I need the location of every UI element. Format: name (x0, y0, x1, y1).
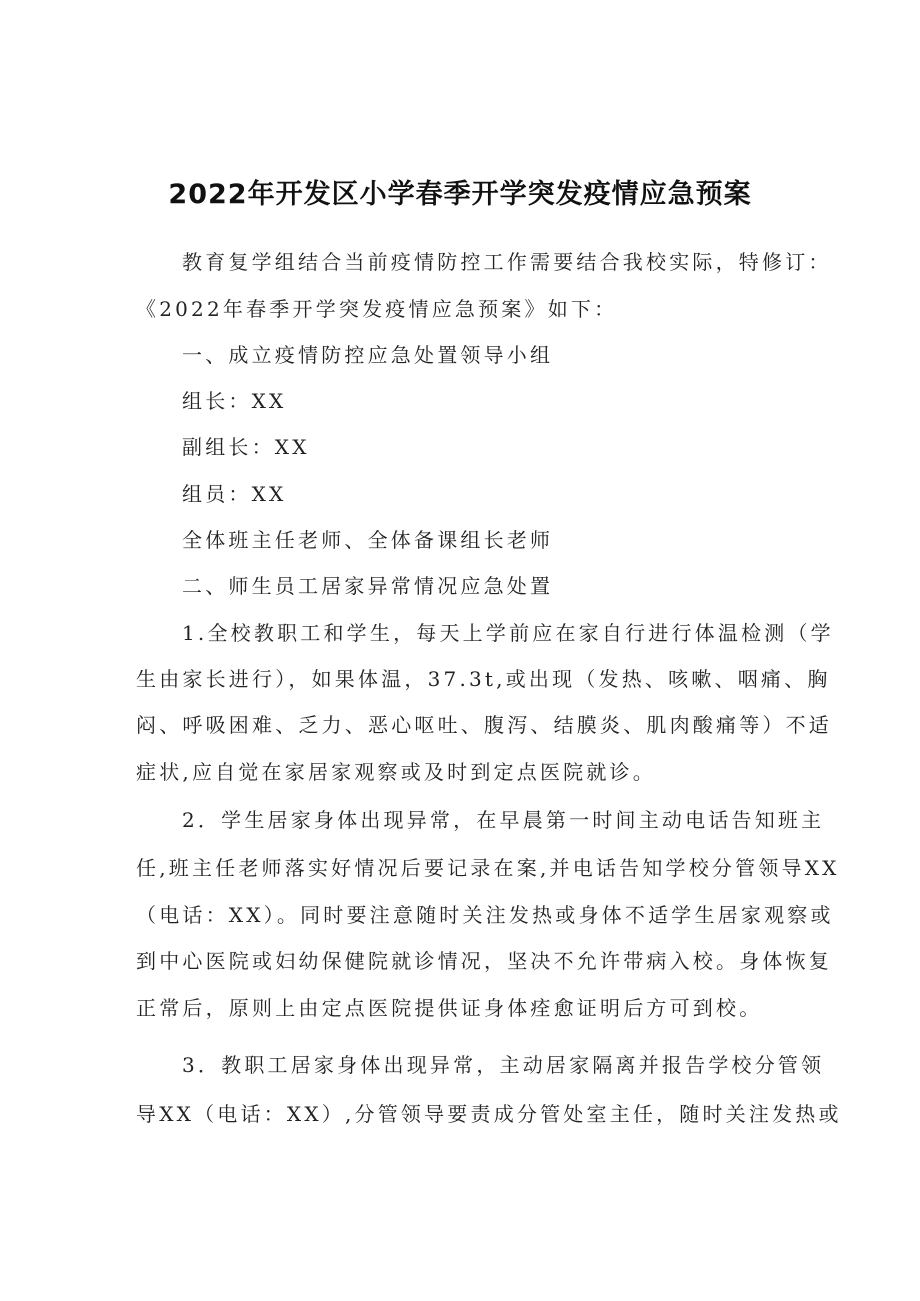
item-2-line-2: 任,班主任老师落实好情况后要记录在案,并电话告知学校分管领导XX (136, 856, 840, 880)
item-1-line-4: 症状,应自觉在家居家观察或及时到定点医院就诊。 (136, 760, 656, 784)
item-2-line-4: 到中心医院或妇幼保健院就诊情况，坚决不允许带病入校。身体恢复 (136, 949, 832, 973)
item-2-line-3: （电话：XX）。同时要注意随时关注发热或身体不适学生居家观察或 (136, 903, 834, 927)
section-1-heading: 一、成立疫情防控应急处置领导小组 (182, 343, 554, 367)
item-2-line-1: 2．学生居家身体出现异常，在早晨第一时间主动电话告知班主 (182, 808, 825, 832)
intro-line-2: 《2022年春季开学突发疫情应急预案》如下： (136, 297, 618, 321)
all-teachers: 全体班主任老师、全体备课组长老师 (182, 528, 554, 552)
item-2-line-5: 正常后，原则上由定点医院提供证身体痊愈证明后方可到校。 (136, 996, 763, 1020)
deputy-leader: 副组长：XX (182, 435, 310, 459)
section-2-heading: 二、师生员工居家异常情况应急处置 (182, 574, 554, 598)
intro-line-1: 教育复学组结合当前疫情防控工作需要结合我校实际，特修订： (182, 250, 832, 274)
item-1-line-2: 生由家长进行），如果体温，37.3t,或出现（发热、咳嗽、咽痛、胸 (136, 667, 831, 691)
group-leader: 组长：XX (182, 389, 287, 413)
item-3-line-2: 导XX（电话：XX）,分管领导要责成分管处室主任，随时关注发热或 (136, 1102, 842, 1126)
group-members: 组员：XX (182, 482, 287, 506)
item-1-line-3: 闷、呼吸困难、乏力、恶心呕吐、腹泻、结膜炎、肌肉酸痛等）不适 (136, 713, 832, 737)
item-1-line-1: 1.全校教职工和学生，每天上学前应在家自行进行体温检测（学 (182, 621, 834, 645)
document-title: 2022年开发区小学春季开学突发疫情应急预案 (168, 179, 752, 210)
item-3-line-1: 3．教职工居家身体出现异常，主动居家隔离并报告学校分管领 (182, 1053, 825, 1077)
